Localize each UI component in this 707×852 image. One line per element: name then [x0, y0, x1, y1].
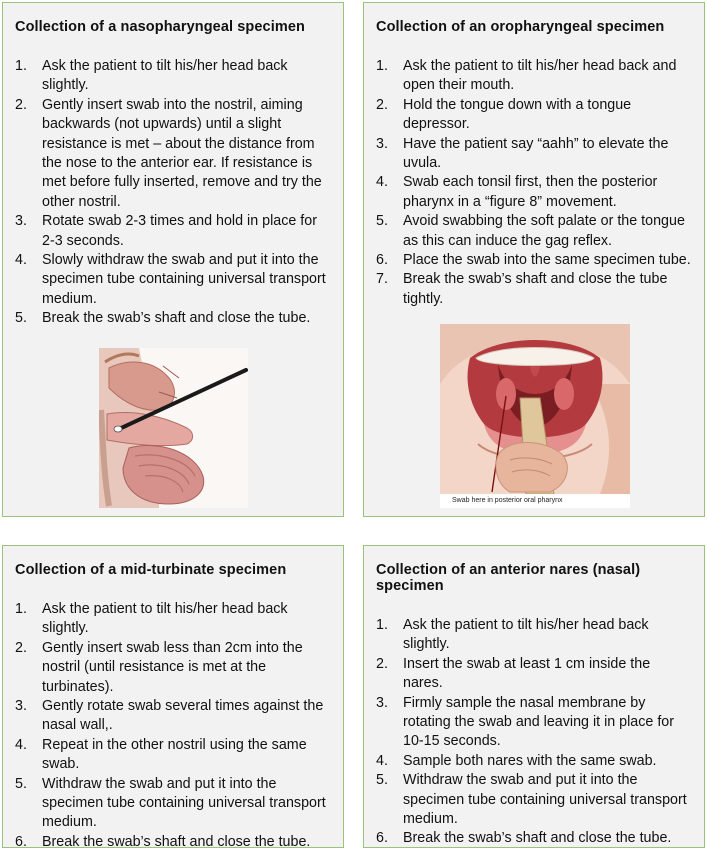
step-item: 3. Gently rotate swab several times against the nasal wall,. — [15, 698, 324, 734]
step-item: 1. Ask the patient to tilt his/her head back slightly. — [15, 601, 288, 637]
nasal-cavity-swab-illustration — [99, 348, 248, 508]
steps-list — [15, 600, 331, 852]
step-item: 3. Rotate swab 2-3 times and hold in place for 2-3 seconds. — [15, 213, 317, 249]
step-item: 2. Hold the tongue down with a tongue depressor. — [376, 96, 632, 133]
figure-caption: Swab here in posterior oral pharynx — [452, 497, 563, 504]
steps-list — [15, 57, 331, 329]
step-item: 3. Firmly sample the nasal membrane by rotating the swab and leaving it in place for 10-15 seconds. — [376, 694, 675, 750]
step-item: 4. Sample both nares with the same swab. — [376, 752, 657, 769]
step-item: 4. Slowly withdraw the swab and put it into the specimen tube containing universal transport medium. — [15, 252, 326, 307]
step-item: 5. Break the swab’s shaft and close the tube. — [15, 310, 311, 327]
panel-title: Collection of a mid-turbinate specimen — [15, 562, 287, 578]
steps-list — [376, 57, 692, 309]
step-item: 2. Gently insert swab into the nostril, aiming backwards (not upwards) until a slight resistance is met – about the distance from the nose to the anterior ear. If resistance is met before fully inserted, remove and try the other nostril. — [15, 96, 322, 210]
step-item: 5. Avoid swabbing the soft palate or the tongue as this can induce the gag reflex. — [376, 213, 685, 249]
steps-list — [376, 616, 692, 849]
anterior-nares-panel — [363, 545, 705, 848]
panel-title: Collection of an anterior nares (nasal) specimen — [376, 562, 641, 594]
step-item: 1. Ask the patient to tilt his/her head back and open their mouth. — [376, 58, 677, 94]
step-item: 2. Gently insert swab less than 2cm into the nostril (until resistance is met at the turbinates). — [15, 639, 303, 695]
step-item: 3. Have the patient say “aahh” to elevate the uvula. — [376, 135, 669, 172]
step-item: 4. Swab each tonsil first, then the posterior pharynx in a “figure 8” movement. — [376, 174, 658, 210]
step-item: 1. Ask the patient to tilt his/her head back slightly. — [376, 617, 649, 653]
open-mouth-throat-swab-photo — [440, 324, 630, 508]
panel-title: Collection of a nasopharyngeal specimen — [15, 19, 305, 35]
step-item: 1. Ask the patient to tilt his/her head back slightly. — [15, 58, 288, 94]
step-item: 7. Break the swab’s shaft and close the tube tightly. — [376, 271, 668, 307]
step-item: 6. Break the swab’s shaft and close the tube. — [376, 830, 672, 847]
step-item: 2. Insert the swab at least 1 cm inside the nares. — [376, 655, 651, 692]
mid-turbinate-panel — [2, 545, 344, 848]
panel-title: Collection of an oropharyngeal specimen — [376, 19, 665, 35]
step-item: 5. Withdraw the swab and put it into the specimen tube containing universal transport medium. — [376, 772, 687, 828]
step-item: 4. Repeat in the other nostril using the same swab. — [15, 736, 307, 773]
step-item: 5. Withdraw the swab and put it into the specimen tube containing universal transport medium. — [15, 775, 326, 831]
step-item: 6. Place the swab into the same specimen tube. — [376, 252, 691, 269]
step-item: 6. Break the swab’s shaft and close the tube. — [15, 833, 311, 850]
